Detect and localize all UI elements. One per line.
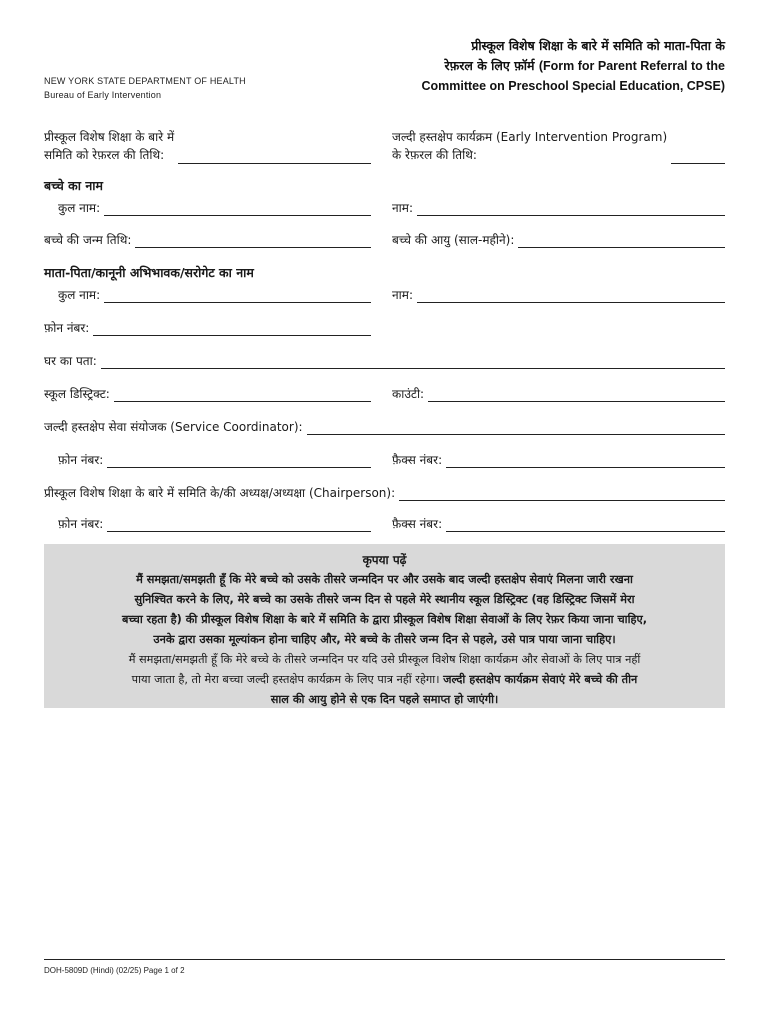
chair-fax-label: फ़ैक्स नंबर: bbox=[392, 517, 443, 531]
notice-mixed-line bbox=[58, 670, 711, 690]
child-dob-row bbox=[44, 230, 725, 248]
chair-phone bbox=[44, 515, 371, 532]
cpse-referral-label-2: समिति को रेफ़रल की तिथि: bbox=[44, 148, 165, 162]
cpse-chairperson-label: प्रीस्कूल विशेष शिक्षा के बारे में समिति के/की अध्यक्ष/अध्यक्षा (Chairperson): bbox=[44, 486, 396, 500]
home-address-field[interactable] bbox=[101, 354, 725, 369]
cpse-referral-label-1: प्रीस्कूल विशेष शिक्षा के बारे में bbox=[44, 130, 175, 144]
address-row bbox=[44, 351, 725, 369]
form-page bbox=[44, 36, 725, 996]
child-first-name-field[interactable] bbox=[417, 201, 725, 216]
notice-bold-line-6: साल की आयु होने से एक दिन पहले समाप्त हो जाएंगी। bbox=[270, 693, 499, 706]
coordinator-row bbox=[44, 417, 725, 435]
parent-first-name-label: नाम: bbox=[392, 288, 413, 302]
cpse-referral-date bbox=[44, 128, 371, 164]
child-last-name bbox=[44, 199, 371, 216]
county-label: काउंटी: bbox=[392, 387, 425, 401]
ei-referral-date-field[interactable] bbox=[671, 149, 725, 164]
title-line-1: प्रीस्कूल विशेष शिक्षा के बारे में समिति को माता-पिता के bbox=[471, 38, 725, 53]
coordinator-phone-field[interactable] bbox=[107, 453, 371, 468]
service-coordinator-label: जल्दी हस्तक्षेप सेवा संयोजक (Service Coordinator): bbox=[44, 420, 303, 434]
parent-phone-field[interactable] bbox=[93, 321, 371, 336]
county bbox=[392, 385, 725, 402]
coordinator-fax bbox=[392, 451, 725, 468]
title-line-3: Committee on Preschool Special Education, CPSE) bbox=[421, 79, 725, 93]
notice-bold-line-3: बच्चा रहता है) की प्रीस्कूल विशेष शिक्षा के बारे में समिति के द्वारा प्रीस्कूल विशेष शिक्षा सेवाओं के लिए रेफ़र किया जाना चाहिए, bbox=[121, 613, 648, 626]
please-read-notice bbox=[44, 544, 725, 708]
child-age-field[interactable] bbox=[518, 233, 725, 248]
footer-divider bbox=[44, 959, 725, 960]
parent-phone bbox=[44, 319, 371, 336]
coordinator-phone-label: फ़ोन नंबर: bbox=[58, 453, 104, 467]
child-age bbox=[392, 231, 725, 248]
form-title bbox=[365, 36, 725, 96]
cpse-chairperson bbox=[44, 484, 725, 501]
child-dob-label: बच्चे की जन्म तिथि: bbox=[44, 233, 132, 247]
county-field[interactable] bbox=[428, 387, 725, 402]
form-id-footer: DOH-5809D (Hindi) (02/25) Page 1 of 2 bbox=[44, 966, 185, 975]
cpse-referral-date-field[interactable] bbox=[178, 149, 371, 164]
chair-contact-row bbox=[44, 514, 725, 532]
coordinator-fax-label: फ़ैक्स नंबर: bbox=[392, 453, 443, 467]
agency-block bbox=[44, 74, 246, 102]
chair-phone-field[interactable] bbox=[107, 517, 371, 532]
parent-first-name bbox=[392, 286, 725, 303]
coordinator-phone bbox=[44, 451, 371, 468]
school-district-label: स्कूल डिस्ट्रिक्ट: bbox=[44, 387, 110, 401]
child-first-name-label: नाम: bbox=[392, 201, 413, 215]
home-address-label: घर का पता: bbox=[44, 354, 97, 368]
cpse-referral-label bbox=[44, 128, 178, 164]
parent-last-name-label: कुल नाम: bbox=[58, 288, 101, 302]
referral-dates-row bbox=[44, 124, 725, 164]
title-line-2-english: (Form for Parent Referral to the bbox=[538, 59, 725, 73]
parent-phone-row bbox=[44, 318, 725, 336]
child-last-name-field[interactable] bbox=[104, 201, 371, 216]
notice-plain-line-2: पाया जाता है, तो मेरा बच्चा जल्दी हस्तक्षेप कार्यक्रम के लिए पात्र नहीं रहेगा। bbox=[131, 673, 440, 686]
ei-referral-date bbox=[392, 128, 725, 164]
chair-fax bbox=[392, 515, 725, 532]
notice-bold-line-4: उनके द्वारा उसका मूल्यांकन होना चाहिए और, मेरे बच्चे के तीसरे जन्म दिन से पहले, उसे पात्र पाया जाना चाहिए। bbox=[153, 633, 616, 646]
service-coordinator bbox=[44, 418, 725, 435]
agency-name: NEW YORK STATE DEPARTMENT OF HEALTH bbox=[44, 76, 246, 86]
parent-last-name-field[interactable] bbox=[104, 288, 371, 303]
child-name-heading: बच्चे का नाम bbox=[44, 178, 103, 193]
child-dob bbox=[44, 231, 371, 248]
title-line-2 bbox=[365, 56, 725, 76]
notice-bold-line-5: जल्दी हस्तक्षेप कार्यक्रम सेवाएं मेरे बच्चे की तीन bbox=[443, 673, 638, 686]
cpse-chairperson-field[interactable] bbox=[399, 486, 725, 501]
notice-plain-line-1: मैं समझता/समझती हूँ कि मेरे बच्चे के तीसरे जन्मदिन पर यदि उसे प्रीस्कूल विशेष शिक्षा कार्यक्रम और सेवाओं के लिए पात्र नहीं bbox=[128, 653, 641, 666]
child-age-label: बच्चे की आयु (साल-महीने): bbox=[392, 233, 515, 247]
notice-bold-line-1: मैं समझता/समझती हूँ कि मेरे बच्चे को उसके तीसरे जन्मदिन पर और उसके बाद जल्दी हस्तक्षेप सेवाएं मिलना जारी रखना bbox=[136, 573, 633, 586]
parent-last-name bbox=[44, 286, 371, 303]
child-first-name bbox=[392, 199, 725, 216]
school-district bbox=[44, 385, 371, 402]
ei-referral-label-1: जल्दी हस्तक्षेप कार्यक्रम (Early Intervention Program) bbox=[392, 130, 668, 144]
home-address bbox=[44, 352, 725, 369]
title-line-2-hindi: रेफ़रल के लिए फ़ॉर्म bbox=[444, 58, 535, 73]
service-coordinator-field[interactable] bbox=[307, 420, 725, 435]
school-district-field[interactable] bbox=[114, 387, 371, 402]
bureau-name: Bureau of Early Intervention bbox=[44, 90, 162, 100]
parent-phone-label: फ़ोन नंबर: bbox=[44, 321, 90, 335]
coordinator-contact-row bbox=[44, 450, 725, 468]
district-row bbox=[44, 384, 725, 402]
parent-first-name-field[interactable] bbox=[417, 288, 725, 303]
child-name-row bbox=[44, 198, 725, 216]
notice-bold-line-2: सुनिश्चित करने के लिए, मेरे बच्चे का उसके तीसरे जन्म दिन से पहले मेरे स्थानीय स्कूल डिस्ट्रिक्ट (वह डिस्ट्रिक्ट जिसमें मेरा bbox=[134, 593, 635, 606]
notice-heading: कृपया पढ़ें bbox=[362, 553, 407, 567]
child-last-name-label: कुल नाम: bbox=[58, 201, 101, 215]
ei-referral-label bbox=[392, 128, 671, 164]
chair-fax-field[interactable] bbox=[446, 517, 725, 532]
chair-row bbox=[44, 483, 725, 501]
chair-phone-label: फ़ोन नंबर: bbox=[58, 517, 104, 531]
child-dob-field[interactable] bbox=[135, 233, 371, 248]
coordinator-fax-field[interactable] bbox=[446, 453, 725, 468]
ei-referral-label-2: के रेफ़रल की तिथि: bbox=[392, 148, 477, 162]
parent-name-heading: माता-पिता/कानूनी अभिभावक/सरोगेट का नाम bbox=[44, 265, 254, 280]
parent-name-row bbox=[44, 285, 725, 303]
